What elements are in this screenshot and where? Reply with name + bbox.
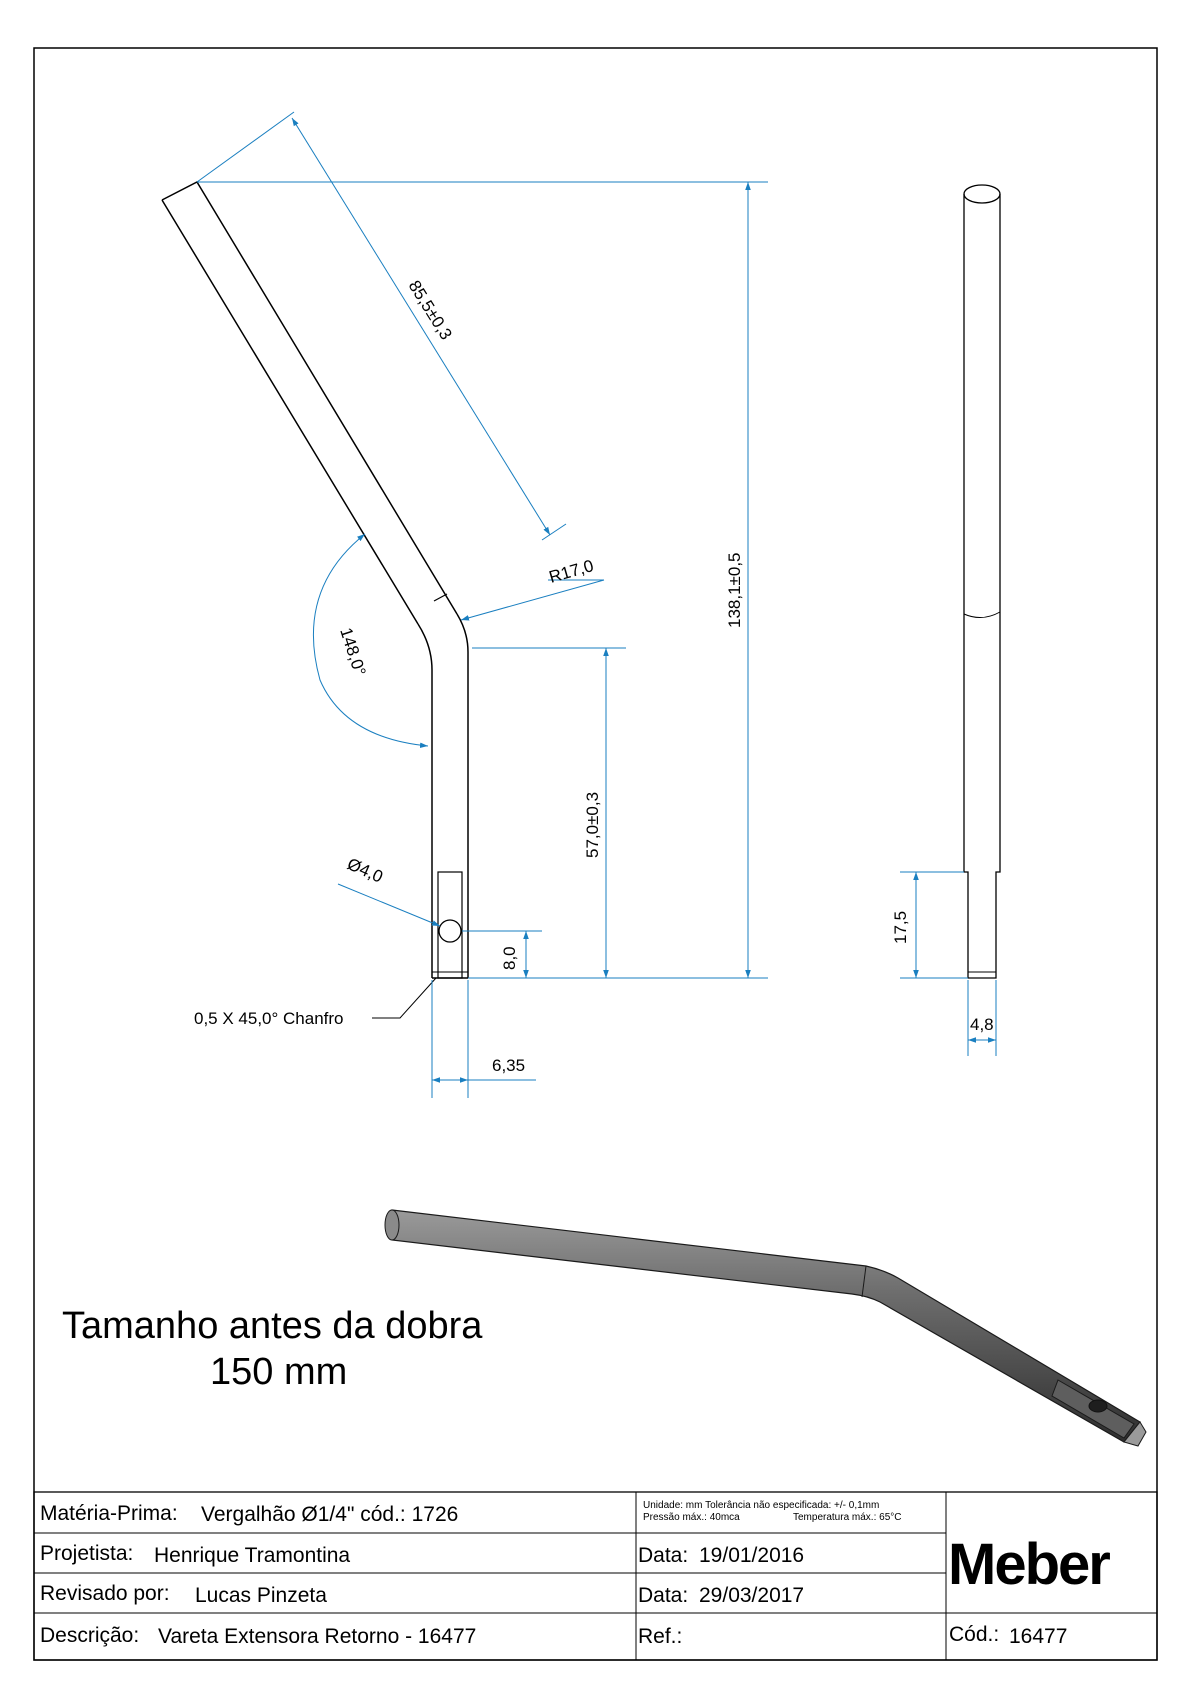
date1-value: 19/01/2016 [699,1544,805,1567]
front-view [162,112,768,1098]
chamfer-leader [372,978,436,1018]
dim-bend-radius: R17,0 [546,556,596,587]
designer-value: Henrique Tramontina [154,1544,351,1567]
code-label: Cód.: [949,1623,1000,1646]
rod-end-ellipse [964,185,1000,203]
iso-rod-long [392,1210,1140,1442]
rod-side-outline [964,194,1000,978]
dim-radius-leader [461,580,604,620]
specs-line2: Pressão máx.: 40mca [643,1512,740,1523]
reviewer-value: Lucas Pinzeta [195,1584,327,1607]
rod-outline-inclined [162,182,457,624]
specs-line1: Unidade: mm Tolerância não especificada: +/- 0,1mm [643,1500,880,1511]
dim-straight-length: 57,0±0,3 [583,791,602,858]
title-block [34,1492,1157,1660]
dim-angle-arc [313,534,428,746]
cross-hole [439,920,461,942]
dim-rod-diameter: 6,35 [492,1056,526,1075]
dim-inclined-length: 85,5±0,3 [404,277,456,344]
date1-label: Data: [638,1544,689,1567]
dim-flat-length: 17,5 [891,910,910,944]
dim-hole-leader [338,884,440,926]
chamfer-note: 0,5 X 45,0° Chanfro [194,1009,344,1028]
dim-flat-width: 4,8 [970,1015,994,1034]
dim-hole-position: 8,0 [500,946,519,970]
iso-rod-end [385,1210,399,1240]
designer-label: Projetista: [40,1542,134,1565]
material-value: Vergalhão Ø1/4" cód.: 1726 [201,1503,459,1526]
material-label: Matéria-Prima: [40,1502,178,1525]
dim-line-inclined [292,118,550,535]
description-value: Vareta Extensora Retorno - 16477 [158,1625,477,1648]
side-view [891,185,1000,1056]
code-value: 16477 [1009,1625,1068,1648]
reviewer-label: Revisado por: [40,1582,170,1605]
iso-cross-hole [1089,1400,1107,1412]
note-size-value: 150 mm [210,1351,348,1393]
company-logo: Meber [948,1532,1109,1597]
date2-label: Data: [638,1584,689,1607]
specs-line3: Temperatura máx.: 65°C [793,1512,902,1523]
ref-label: Ref.: [638,1625,683,1648]
isometric-view [385,1210,1146,1446]
rod-outline-bend [418,614,468,670]
dim-hole-diameter: Ø4,0 [344,854,386,887]
description-label: Descrição: [40,1624,140,1647]
dim-bend-angle: 148,0° [336,625,370,679]
dim-total-height: 138,1±0,5 [725,552,744,628]
date2-value: 29/03/2017 [699,1584,805,1607]
note-size-before-bend: Tamanho antes da dobra [62,1305,483,1347]
